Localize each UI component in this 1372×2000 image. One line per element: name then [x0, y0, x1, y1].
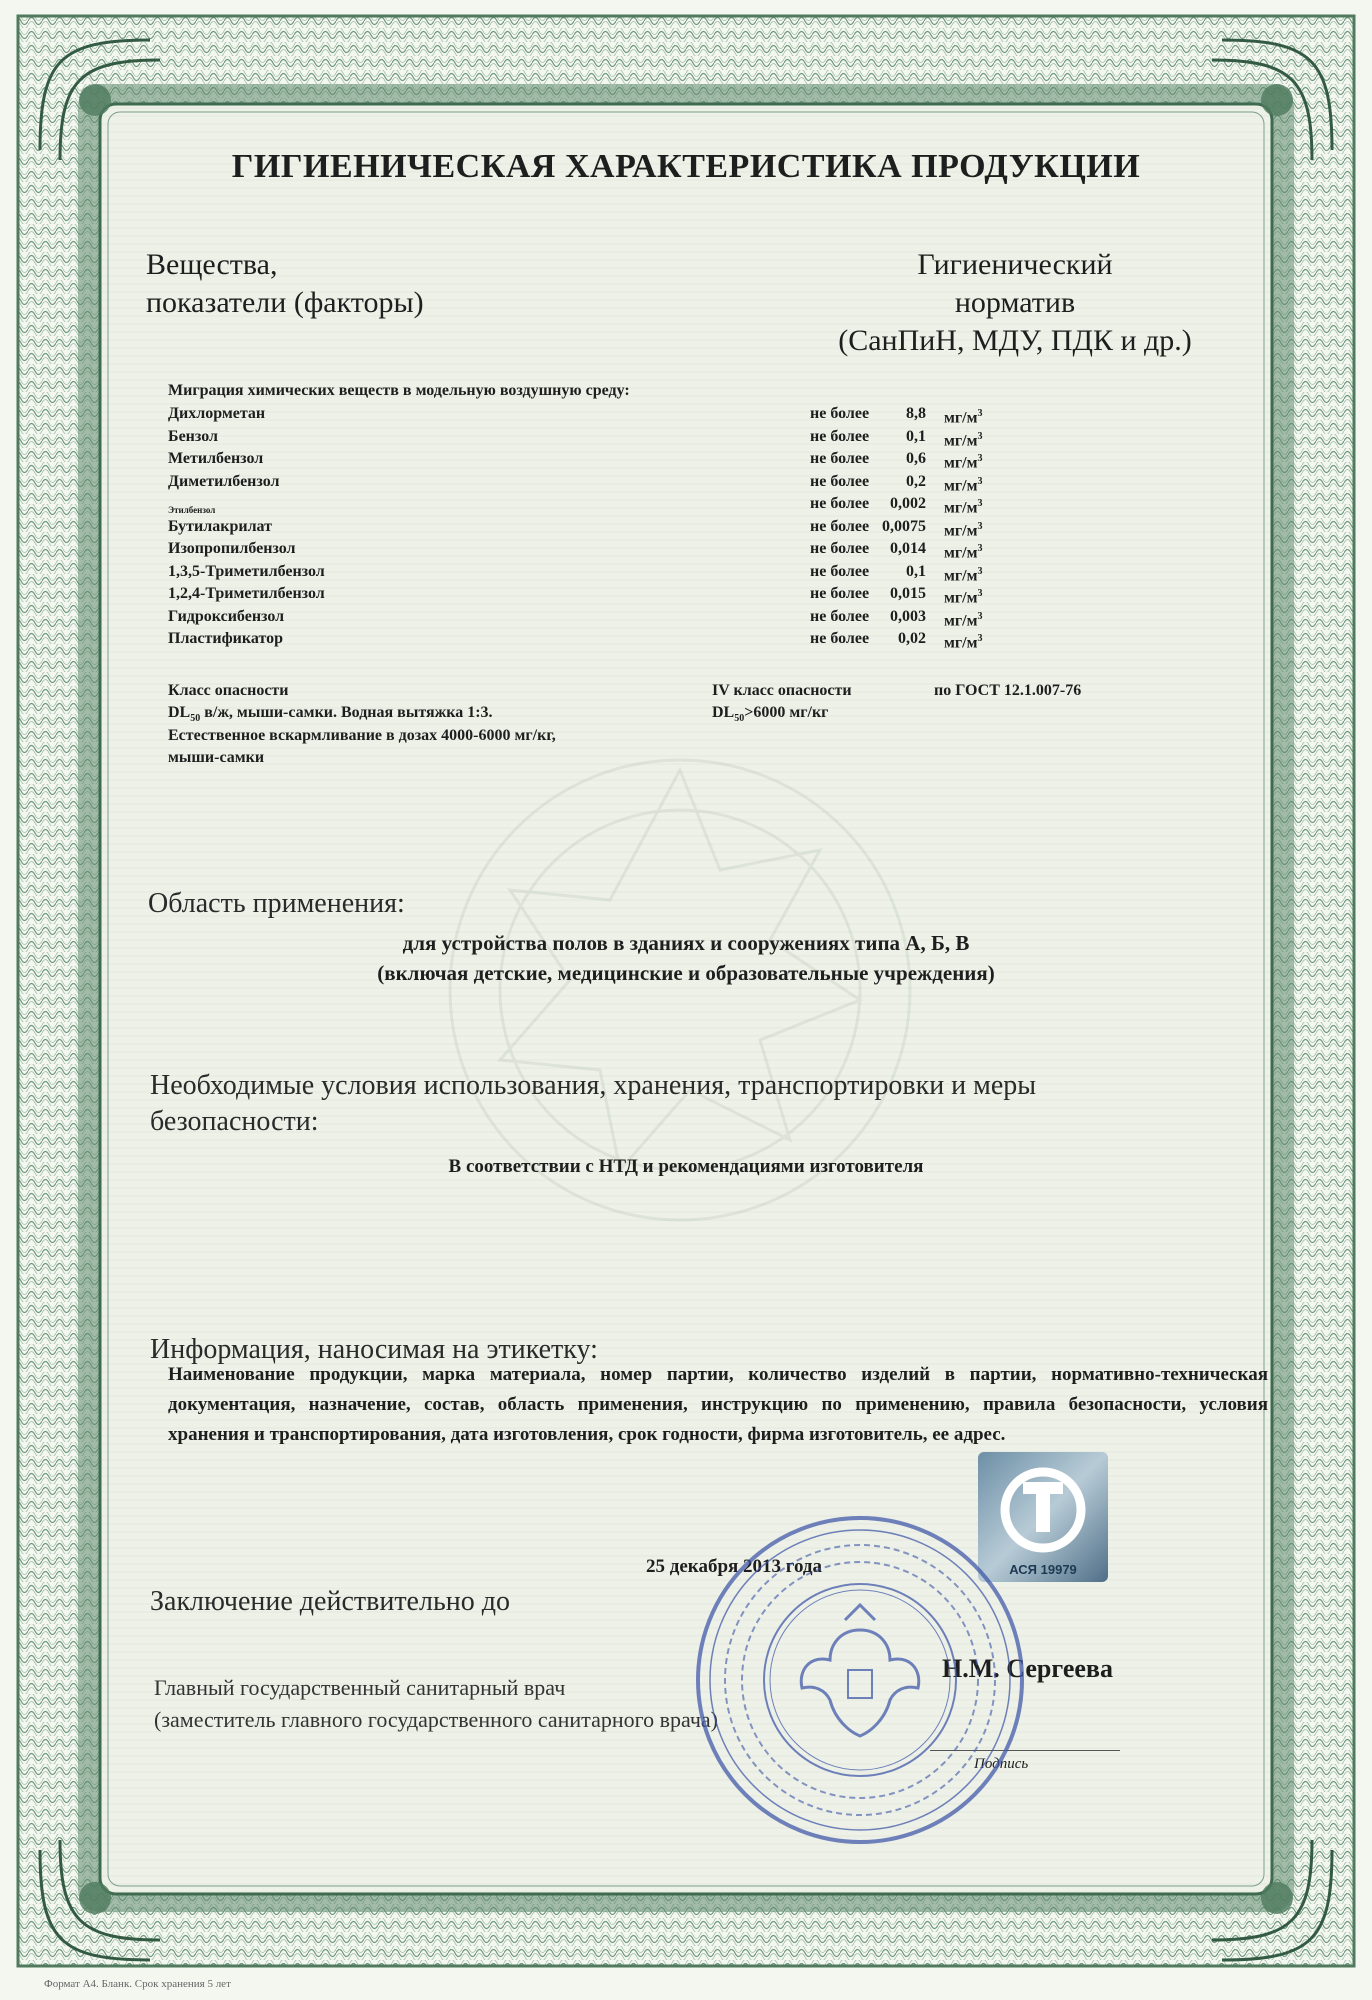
dl50-value: [712, 702, 828, 731]
migration-table: [168, 403, 1088, 653]
substances-header-line: показатели (факторы): [146, 286, 424, 319]
application-line: для устройства полов в зданиях и сооружениях типа А, Б, В: [402, 931, 970, 955]
unit-text: мг/м: [944, 431, 978, 449]
migration-row: [168, 606, 1088, 629]
hologram-code: АСЯ 19979: [1009, 1562, 1077, 1577]
unit-superscript: 3: [977, 520, 983, 532]
limit-value: 0,1: [906, 427, 926, 445]
substance-name: Диметилбензол: [168, 472, 280, 490]
limit-value: 0,1: [906, 562, 926, 580]
official-stamp: [690, 1510, 1030, 1850]
migration-heading: Миграция химических веществ в модельную воздушную среду:: [168, 382, 630, 399]
limit-word: не более: [810, 450, 870, 467]
limit-word: не более: [810, 562, 870, 580]
migration-row: [168, 561, 1088, 584]
substance-name: Изопропилбензол: [168, 540, 296, 557]
migration-row: [168, 628, 1088, 651]
unit-superscript: 3: [977, 453, 983, 464]
limit-value: 0,003: [890, 607, 926, 625]
substance-name: 1,2,4-Триметилбензол: [168, 585, 325, 602]
application-line: (включая детские, медицинские и образовательные учреждения): [377, 961, 995, 985]
unit-text: мг/м: [944, 409, 978, 427]
application-text: [148, 928, 1224, 988]
signatory-title: [154, 1672, 718, 1736]
limit-word: не более: [810, 607, 870, 625]
norm-header-line: (СанПиН, МДУ, ПДК и др.): [838, 324, 1192, 357]
unit-text: мг/м: [944, 499, 978, 517]
hazard-class-value: IV класс опасности: [712, 682, 852, 699]
migration-row: [168, 426, 1088, 449]
migration-row: [168, 516, 1088, 539]
unit-superscript: 3: [977, 565, 983, 577]
signatory-name: Н.М. Сергеева: [942, 1654, 1113, 1683]
norm-header: [790, 246, 1240, 360]
migration-row: [168, 538, 1088, 561]
substance-name: Метилбензол: [168, 450, 264, 467]
conditions-label-line: безопасности:: [150, 1106, 319, 1137]
unit-text: мг/м: [944, 566, 978, 584]
dl-label-text: в/ж, мыши-самки. Водная вытяжка 1:3.: [200, 704, 493, 721]
limit-value: 0,6: [906, 450, 926, 467]
substance-name: Бутилакрилат: [168, 517, 272, 535]
limit-word: не более: [810, 472, 870, 490]
limit-word: не более: [810, 517, 870, 535]
unit-superscript: 3: [977, 633, 983, 644]
unit-text: мг/м: [944, 544, 978, 562]
substance-name: Гидроксибензол: [168, 607, 285, 625]
application-label: Область применения:: [148, 888, 405, 919]
limit-word: не более: [810, 495, 870, 512]
migration-row: [168, 493, 1088, 516]
limit-word: не более: [810, 427, 870, 445]
limit-value: 8,8: [906, 405, 926, 422]
dl-text: DL: [712, 704, 735, 721]
substances-header-line: Вещества,: [146, 248, 278, 281]
label-info-label: Информация, наносимая на этикетку:: [150, 1334, 598, 1365]
dl-subscript: 50: [734, 713, 745, 725]
limit-value: 0,002: [890, 495, 926, 512]
unit-superscript: 3: [977, 408, 983, 419]
limit-word: не более: [810, 405, 870, 422]
substance-name: Бензол: [168, 427, 218, 445]
dl-text: DL: [168, 704, 191, 721]
limit-word: не более: [810, 585, 870, 602]
hazard-class-label: Класс опасности: [168, 682, 289, 699]
unit-superscript: 3: [977, 543, 983, 554]
unit-text: мг/м: [944, 521, 978, 539]
feeding-line: Естественное вскармливание в дозах 4000-6000 мг/кг,: [168, 727, 556, 744]
signature-caption: Подпись: [974, 1756, 1029, 1772]
substance-name: 1,3,5-Триметилбензол: [168, 562, 325, 580]
substance-name: Пластификатор: [168, 630, 283, 647]
limit-value: 0,0075: [882, 517, 926, 535]
unit-superscript: 3: [977, 588, 983, 599]
signatory-title-line: Главный государственный санитарный врач: [154, 1675, 566, 1700]
validity-date: 25 декабря 2013 года: [646, 1556, 823, 1577]
hazard-class-reference: по ГОСТ 12.1.007-76: [934, 682, 1082, 699]
conditions-text: В соответствии с НТД и рекомендациями изготовителя: [448, 1156, 924, 1177]
unit-superscript: 3: [977, 610, 983, 622]
limit-word: не более: [810, 540, 870, 557]
unit-superscript: 3: [977, 498, 983, 509]
unit-text: мг/м: [944, 611, 978, 629]
migration-row: [168, 583, 1088, 606]
unit-text: мг/м: [944, 476, 978, 494]
limit-value: 0,014: [890, 540, 926, 557]
limit-word: не более: [810, 630, 870, 647]
migration-row: [168, 403, 1088, 426]
unit-superscript: 3: [977, 430, 983, 442]
limit-value: 0,015: [890, 585, 926, 602]
conditions-label-line: Необходимые условия использования, хранения, транспортировки и меры: [150, 1070, 1037, 1101]
feeding-line: мыши-самки: [168, 749, 265, 766]
limit-value: 0,2: [906, 472, 926, 490]
label-info-text: Наименование продукции, марка материала, номер партии, количество изделий в партии, нормативно-техническая документация, назначение, состав, область применения, инструкцию по применению, правила безопасности, условия хранения и транспортирования, дата изготовления, срок годности, фирма изготовитель, ее адрес.: [168, 1364, 1268, 1445]
unit-text: мг/м: [944, 634, 978, 652]
document-title: ГИГИЕНИЧЕСКАЯ ХАРАКТЕРИСТИКА ПРОДУКЦИИ: [231, 148, 1141, 185]
dl-value-text: >6000 мг/кг: [744, 704, 829, 721]
unit-text: мг/м: [944, 454, 978, 472]
form-footer: Формат А4. Бланк. Срок хранения 5 лет: [44, 1978, 231, 1990]
substances-header: [146, 246, 424, 322]
norm-header-line: Гигиенический: [917, 248, 1113, 281]
unit-superscript: 3: [977, 475, 983, 487]
norm-header-line: норматив: [954, 286, 1076, 319]
migration-row: [168, 448, 1088, 471]
limit-value: 0,02: [898, 630, 926, 647]
migration-row: [168, 471, 1088, 494]
unit: [944, 628, 983, 655]
dl-subscript: 50: [190, 713, 201, 725]
validity-label: Заключение действительно до: [150, 1586, 510, 1617]
signatory-title-line: (заместитель главного государственного санитарного врача): [154, 1707, 719, 1732]
substance-name: Дихлорметан: [168, 405, 266, 422]
conditions-label: [150, 1068, 1036, 1140]
substance-name: Этилбензол: [168, 505, 216, 515]
unit-text: мг/м: [944, 589, 978, 607]
